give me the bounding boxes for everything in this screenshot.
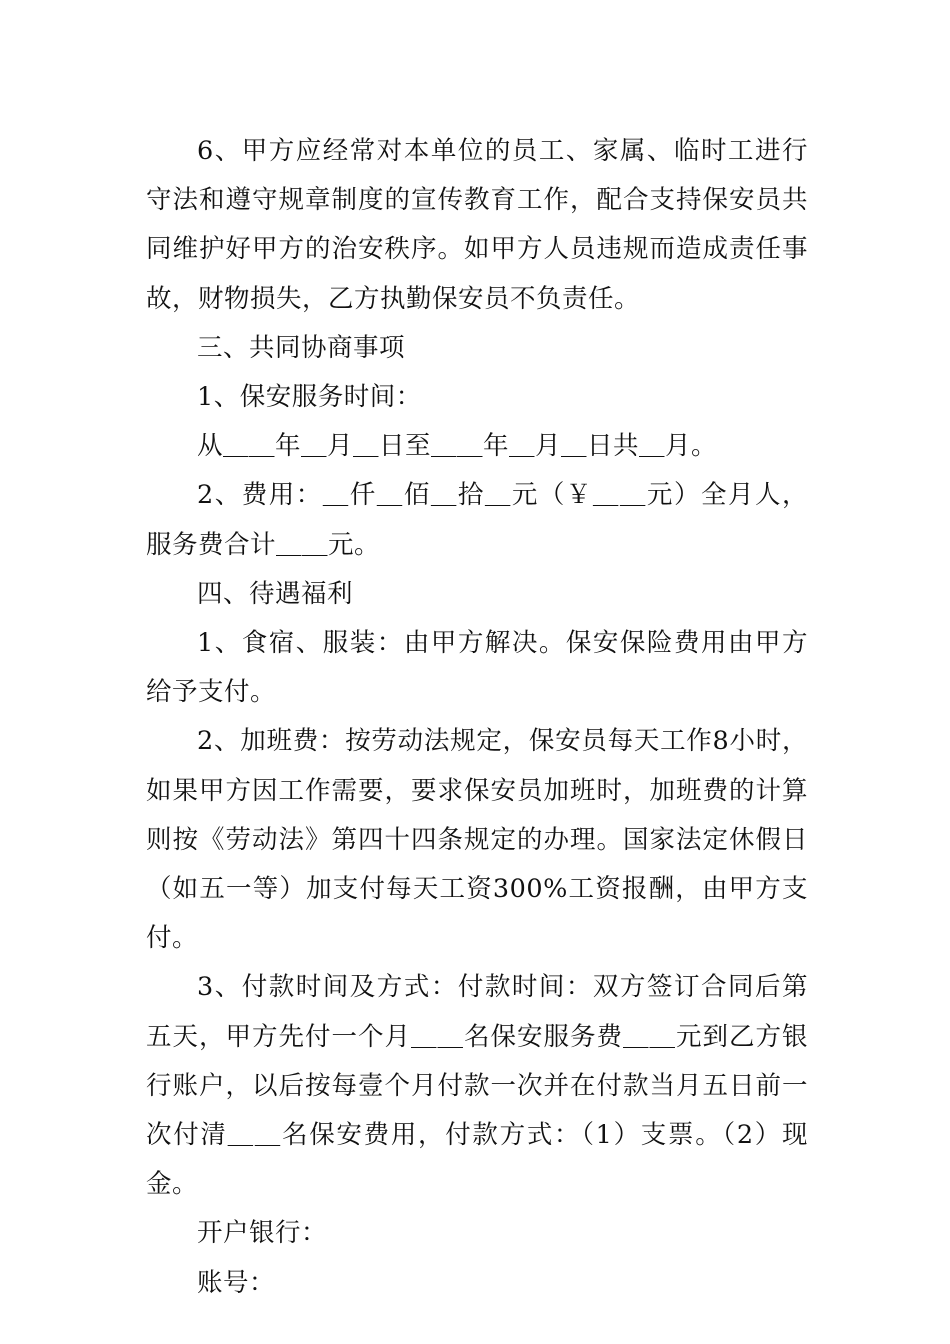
section-heading-4: 四、待遇福利 (197, 578, 354, 609)
paragraph-payment: 3、付款时间及方式：付款时间：双方签订合同后第五天，甲方先付一个月＿＿名保安服务费＿＿元到乙方银行账户，以后按每壹个月付款一次并在付款当月五日前一次付清＿＿名保安费用，付款方式：（1）支票。（2）现金。 (146, 972, 808, 1200)
document-page (146, 127, 808, 1308)
paragraph-fees: 2、费用：＿仟＿佰＿拾＿元（￥＿＿元）全月人，服务费合计＿＿元。 (146, 480, 808, 560)
paragraph-service-period: 从＿＿年＿月＿日至＿＿年＿月＿日共＿月。 (197, 431, 718, 462)
account-label: 账号： (197, 1267, 276, 1298)
paragraph-overtime: 2、加班费：按劳动法规定，保安员每天工作8小时，如果甲方因工作需要，要求保安员加班时，加班费的计算则按《劳动法》第四十四条规定的办理。国家法定休假日（如五一等）加支付每天工资300%工资报酬，由甲方支付。 (146, 726, 808, 954)
section-heading-3: 三、共同协商事项 (197, 332, 406, 363)
paragraph-clause-6: 6、甲方应经常对本单位的员工、家属、临时工进行守法和遵守规章制度的宣传教育工作，配合支持保安员共同维护好甲方的治安秩序。如甲方人员违规而造成责任事故，财物损失，乙方执勤保安员不负责任。 (146, 136, 808, 314)
bank-label: 开户银行： (197, 1218, 328, 1249)
paragraph-service-time: 1、保安服务时间： (197, 382, 422, 413)
paragraph-food-lodging: 1、食宿、服装：由甲方解决。保安保险费用由甲方给予支付。 (146, 628, 808, 708)
